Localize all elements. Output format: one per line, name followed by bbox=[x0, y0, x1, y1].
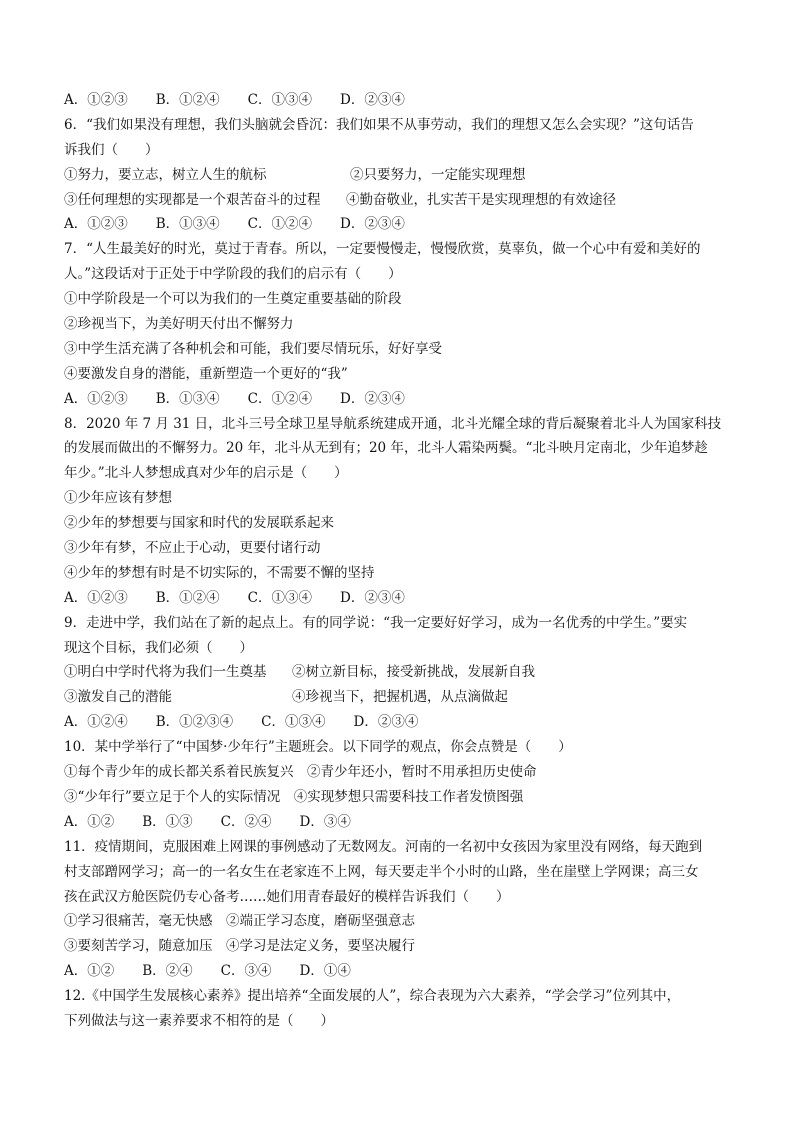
q6-choice-row-2 bbox=[64, 188, 734, 213]
q11-stem-line-1: 11．疫情期间，克服困难上网课的事例感动了无数网友。河南的一名初中女孩因为家里没有网络，每天跑到 bbox=[64, 838, 703, 855]
q11-stem-line-3: 孩在武汉方舱医院仍专心备考……她们用青春最好的模样告诉我们（ ） bbox=[64, 888, 510, 905]
q9-choice-3: ③激发自己的潜能 bbox=[64, 689, 172, 706]
answer-option-d[interactable]: D．②③④ bbox=[340, 216, 405, 233]
q7-answer-options bbox=[64, 387, 734, 412]
answer-option-d[interactable]: D．③④ bbox=[299, 813, 351, 830]
q10-answer-options bbox=[64, 810, 734, 835]
q8-choice-1: ①少年应该有梦想 bbox=[64, 490, 172, 507]
answer-option-b[interactable]: B．①③④ bbox=[155, 216, 220, 233]
answer-option-d[interactable]: D．①④ bbox=[299, 963, 351, 980]
answer-option-b[interactable]: B．①②④ bbox=[155, 92, 220, 108]
q12-stem-line-2: 下列做法与这一素养要求不相符的是（ ） bbox=[64, 1012, 334, 1029]
q9-choice-2: ②树立新目标，接受新挑战，发展新自我 bbox=[292, 664, 535, 681]
q8-choice-4: ④少年的梦想有时是不切实际的，不需要不懈的坚持 bbox=[64, 564, 375, 581]
q11-answer-options bbox=[64, 959, 734, 984]
q7-choice-2: ②珍视当下，为美好明天付出不懈努力 bbox=[64, 316, 294, 333]
q10-choice-line-1: ①每个青少年的成长都关系着民族复兴 ②青少年还小，暂时不用承担历史使命 bbox=[64, 764, 537, 781]
answer-option-d[interactable]: D．②③④ bbox=[340, 390, 405, 407]
q8-choice-3: ③少年有梦，不应止于心动，更要付诸行动 bbox=[64, 540, 321, 557]
answer-option-c[interactable]: C．①③④ bbox=[261, 714, 326, 731]
q10-choice-line-2: ③“少年行”要立足于个人的实际情况 ④实现梦想只需要科技工作者发愤图强 bbox=[64, 788, 524, 805]
answer-option-a[interactable]: A．①②④ bbox=[64, 714, 128, 731]
answer-option-c[interactable]: C．①②④ bbox=[247, 216, 313, 233]
q6-answer-options bbox=[64, 212, 734, 237]
q9-answer-options bbox=[64, 710, 734, 735]
exam-page bbox=[64, 88, 734, 1034]
answer-option-c[interactable]: C．③④ bbox=[220, 963, 272, 980]
q7-choice-3: ③中学生活充满了各种机会和可能，我们要尽情玩乐，好好享受 bbox=[64, 340, 442, 357]
q9-choice-row-2 bbox=[64, 685, 734, 710]
answer-option-b[interactable]: B．①③ bbox=[142, 813, 193, 830]
q10-stem-line-1: 10．某中学举行了“中国梦·少年行”主题班会。以下同学的观点，你会点赞是（ ） bbox=[64, 739, 572, 756]
answer-option-a[interactable]: A．①②③ bbox=[64, 216, 128, 233]
answer-option-c[interactable]: C．①③④ bbox=[247, 92, 313, 108]
answer-option-a[interactable]: A．①② bbox=[64, 963, 115, 980]
q12-stem-line-1: 12.《中国学生发展核心素养》提出培养“全面发展的人”，综合表现为六大素养，“学会学习”位列其中， bbox=[64, 988, 681, 1005]
q7-stem-line-2: 人。”这段话对于正处于中学阶段的我们的启示有（ ） bbox=[64, 266, 402, 283]
answer-option-b[interactable]: B．①②④ bbox=[155, 589, 220, 606]
q7-choice-4: ④要激发自身的潜能，重新塑造一个更好的“我” bbox=[64, 365, 348, 382]
answer-option-b[interactable]: B．①②③④ bbox=[155, 714, 234, 731]
answer-option-d[interactable]: D．②③④ bbox=[353, 714, 419, 731]
answer-option-d[interactable]: D．②③④ bbox=[340, 92, 405, 108]
answer-option-a[interactable]: A．①②③ bbox=[64, 92, 128, 108]
q7-stem-line-1: 7．“人生最美好的时光，莫过于青春。所以，一定要慢慢走，慢慢欣赏，莫辜负，做一个心中有爱和美好的 bbox=[64, 241, 701, 258]
q6-choice-1: ①努力，要立志，树立人生的航标 bbox=[64, 166, 267, 183]
answer-option-c[interactable]: C．①②④ bbox=[247, 390, 313, 407]
q8-choice-2: ②少年的梦想要与国家和时代的发展联系起来 bbox=[64, 515, 334, 532]
answer-option-b[interactable]: B．①③④ bbox=[155, 390, 220, 407]
q11-stem-line-2: 村支部蹭网学习；高一的一名女生在老家连不上网，每天要走半个小时的山路，坐在崖壁上学网课；高三女 bbox=[64, 863, 699, 880]
q8-stem-line-3: 年少。”北斗人梦想成真对少年的启示是（ ） bbox=[64, 465, 348, 482]
answer-option-a[interactable]: A．①②③ bbox=[64, 589, 128, 606]
q6-stem-line-1: 6．“我们如果没有理想，我们头脑就会昏沉：我们如果不从事劳动，我们的理想又怎么会实现？”这句话告 bbox=[64, 116, 694, 133]
q9-choice-1: ①明白中学时代将为我们一生奠基 bbox=[64, 664, 267, 681]
q8-answer-options bbox=[64, 586, 734, 611]
q9-stem-line-1: 9．走进中学，我们站在了新的起点上。有的同学说：“我一定要好好学习，成为一名优秀的中学生。”要实 bbox=[64, 614, 688, 631]
q9-choice-4: ④珍视当下，把握机遇，从点滴做起 bbox=[292, 689, 508, 706]
answer-option-a[interactable]: A．①② bbox=[64, 813, 115, 830]
q9-stem-line-2: 现这个目标，我们必须（ ） bbox=[64, 639, 253, 656]
answer-option-d[interactable]: D．②③④ bbox=[340, 589, 405, 606]
answer-option-c[interactable]: C．①③④ bbox=[247, 589, 313, 606]
q6-stem-line-2: 诉我们（ ） bbox=[64, 141, 159, 158]
answer-option-c[interactable]: C．②④ bbox=[220, 813, 272, 830]
q6-choice-4: ④勤奋敬业，扎实苦干是实现理想的有效途径 bbox=[346, 191, 616, 208]
q8-stem-line-2: 的发展而做出的不懈努力。20 年，北斗从无到有；20 年，北斗人霜染两鬓。“北斗映月定南北，少年追梦趁 bbox=[64, 440, 708, 457]
q5-answer-options bbox=[64, 88, 734, 113]
q11-choice-line-1: ①学习很痛苦，毫无快感 ②端正学习态度，磨砺坚强意志 bbox=[64, 913, 415, 930]
q6-choice-row-1 bbox=[64, 163, 734, 188]
q6-choice-3: ③任何理想的实现都是一个艰苦奋斗的过程 bbox=[64, 191, 321, 208]
answer-option-a[interactable]: A．①②③ bbox=[64, 390, 128, 407]
q8-stem-line-1: 8．2020 年 7 月 31 日，北斗三号全球卫星导航系统建成开通，北斗光耀全球的背后凝聚着北斗人为国家科技 bbox=[64, 415, 722, 432]
q7-choice-1: ①中学阶段是一个可以为我们的一生奠定重要基础的阶段 bbox=[64, 291, 402, 308]
answer-option-b[interactable]: B．②④ bbox=[142, 963, 193, 980]
q9-choice-row-1 bbox=[64, 660, 734, 685]
q6-choice-2: ②只要努力，一定能实现理想 bbox=[350, 166, 526, 183]
q11-choice-line-2: ③要刻苦学习，随意加压 ④学习是法定义务，要坚决履行 bbox=[64, 938, 415, 955]
